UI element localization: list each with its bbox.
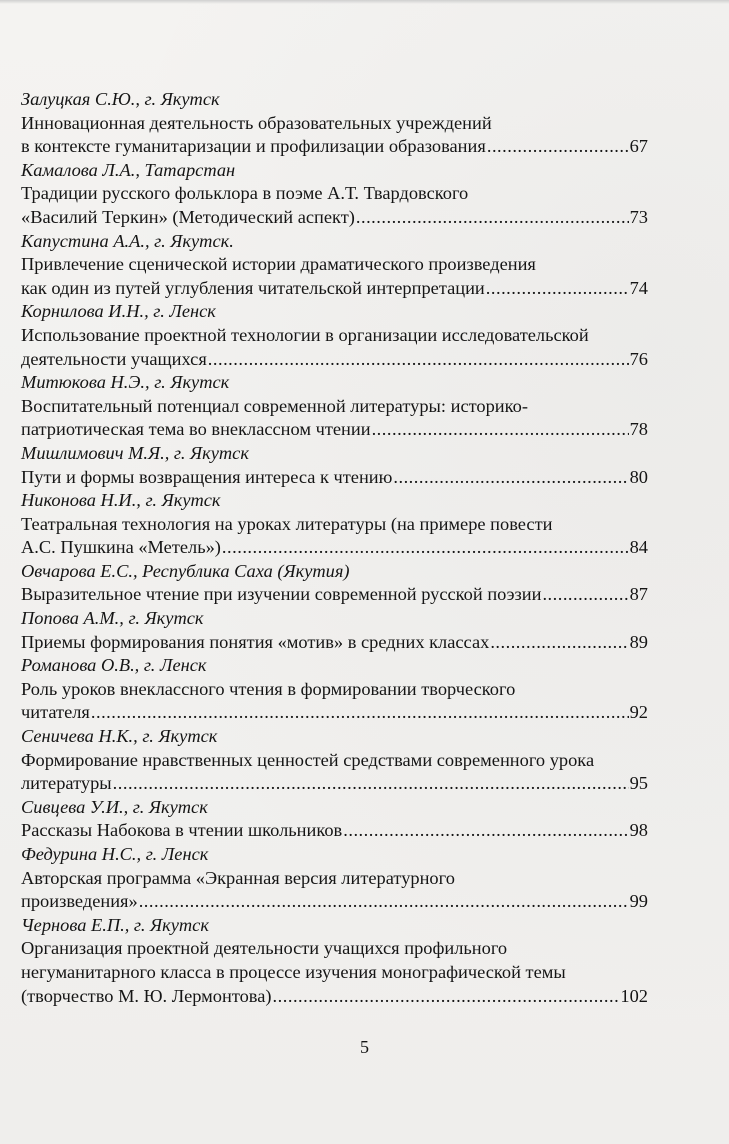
toc-dot-leader (490, 631, 628, 655)
toc-page-ref: 95 (629, 773, 648, 794)
toc-entry (21, 560, 648, 607)
toc-title-last-line[interactable] (21, 772, 648, 796)
toc-page-ref: 78 (629, 419, 648, 440)
toc-title-last-line[interactable] (21, 890, 648, 914)
toc-entry (21, 230, 648, 301)
toc-title-last-line[interactable] (21, 583, 648, 607)
toc-title-line: Театральная технология на уроках литературы (на примере повести (21, 513, 553, 534)
toc-title-last-line[interactable] (21, 819, 648, 843)
toc-entry (21, 300, 648, 371)
toc-title-line: Формирование нравственных ценностей средствами современного урока (21, 749, 595, 770)
toc-dot-leader (91, 701, 629, 725)
toc-title-text: литературы (21, 773, 112, 794)
toc-entry (21, 442, 648, 489)
toc-title-line: Инновационная деятельность образовательных учреждений (21, 112, 492, 133)
toc-title-line: Традиции русского фольклора в поэме А.Т. Твардовского (21, 183, 469, 204)
toc-author: Федурина Н.С., г. Ленск (21, 844, 209, 864)
toc-dot-leader (372, 418, 629, 442)
toc-entry (21, 88, 648, 159)
toc-author: Залуцкая С.Ю., г. Якутск (21, 89, 220, 109)
toc-author: Митюкова Н.Э., г. Якутск (21, 372, 230, 393)
toc-dot-leader (222, 536, 629, 560)
toc-author: Капустина А.А., г. Якутск. (21, 230, 234, 251)
toc-dot-leader (273, 985, 620, 1009)
toc-page-ref: 73 (629, 206, 648, 227)
toc-page-ref: 92 (629, 702, 648, 723)
toc-title-last-line[interactable] (21, 418, 648, 442)
toc-title-last-line[interactable] (21, 466, 648, 490)
toc-author: Сивцева У.И., г. Якутск (21, 796, 208, 817)
toc-title-last-line[interactable] (21, 631, 648, 655)
toc-entry (21, 725, 648, 796)
toc-entry (21, 371, 648, 442)
toc-title-text: Приемы формирования понятия «мотив» в средних классах (21, 631, 490, 652)
page-number: 5 (360, 1037, 369, 1057)
toc-dot-leader (356, 206, 629, 230)
toc-page-ref: 89 (629, 631, 648, 652)
toc-page-ref: 76 (629, 348, 648, 369)
toc-title-text: читателя (21, 702, 90, 723)
toc-author: Романова О.В., г. Ленск (21, 655, 207, 676)
toc-title-text: «Василий Теркин» (Методический аспект) (21, 206, 355, 227)
toc-title-text: произведения» (21, 891, 138, 912)
toc-title-last-line[interactable] (21, 135, 648, 159)
toc-entry (21, 489, 648, 560)
toc-dot-leader (393, 466, 628, 490)
toc-dot-leader (208, 348, 629, 372)
toc-dot-leader (487, 135, 629, 159)
toc-entry (21, 914, 648, 1008)
toc-title-last-line[interactable] (21, 277, 648, 301)
toc-page-ref: 99 (629, 891, 648, 912)
toc-dot-leader (343, 819, 628, 843)
toc-title-line: Авторская программа «Экранная версия литературного (21, 867, 455, 888)
toc-title-line: Воспитательный потенциал современной литературы: историко- (21, 395, 528, 416)
toc-page-ref: 67 (629, 136, 648, 157)
toc-title-line: негуманитарного класса в процессе изучения монографической темы (21, 961, 566, 982)
toc-title-text: патриотическая тема во внеклассном чтении (21, 419, 371, 440)
toc-title-line: Роль уроков внеклассного чтения в формировании творческого (21, 678, 516, 699)
toc-title-last-line[interactable] (21, 985, 648, 1009)
toc-author: Корнилова И.Н., г. Ленск (21, 301, 216, 322)
toc-entry (21, 654, 648, 725)
toc-page-ref: 84 (629, 537, 648, 558)
toc-title-text: Рассказы Набокова в чтении школьников (21, 820, 343, 841)
toc-dot-leader (139, 890, 629, 914)
toc-page-ref: 98 (629, 820, 648, 841)
toc-title-line: Привлечение сценической истории драматического произведения (21, 254, 536, 275)
toc-author: Овчарова Е.С., Республика Саха (Якутия) (21, 560, 350, 581)
toc-title-text: Пути и формы возвращения интереса к чтению (21, 466, 393, 487)
toc-title-text: в контексте гуманитаризации и профилизации образования (21, 136, 486, 157)
toc-page-ref: 102 (620, 985, 648, 1006)
toc-title-line: Использование проектной технологии в организации исследовательской (21, 324, 589, 345)
toc-entry (21, 159, 648, 230)
toc-page-ref: 80 (629, 466, 648, 487)
toc-page-ref: 74 (629, 277, 648, 298)
toc-author: Никонова Н.И., г. Якутск (21, 490, 221, 511)
toc-title-text: деятельности учащихся (21, 348, 207, 369)
toc-title-last-line[interactable] (21, 536, 648, 560)
toc-entry (21, 607, 648, 654)
toc-title-line: Организация проектной деятельности учащихся профильного (21, 938, 508, 959)
toc-dot-leader (542, 583, 628, 607)
toc-author: Сеничева Н.К., г. Якутск (21, 726, 218, 747)
toc-author: Камалова Л.А., Татарстан (21, 159, 236, 180)
toc-title-text: как один из путей углубления читательской интерпретации (21, 277, 485, 298)
toc-author: Мишлимович М.Я., г. Якутск (21, 442, 249, 463)
toc-dot-leader (486, 277, 629, 301)
toc-page-ref: 87 (629, 584, 648, 605)
toc-dot-leader (113, 772, 629, 796)
toc-title-last-line[interactable] (21, 206, 648, 230)
toc-author: Попова А.М., г. Якутск (21, 608, 204, 629)
toc-author: Чернова Е.П., г. Якутск (21, 914, 209, 935)
page-top-edge (0, 0, 729, 4)
table-of-contents (21, 88, 648, 1008)
toc-entry (21, 843, 648, 914)
toc-title-last-line[interactable] (21, 701, 648, 725)
toc-entry (21, 796, 648, 843)
toc-title-text: А.С. Пушкина «Метель») (21, 537, 221, 558)
toc-title-text: Выразительное чтение при изучении современной русской поэзии (21, 584, 542, 605)
toc-title-text: (творчество М. Ю. Лермонтова) (21, 985, 272, 1006)
toc-title-last-line[interactable] (21, 348, 648, 372)
